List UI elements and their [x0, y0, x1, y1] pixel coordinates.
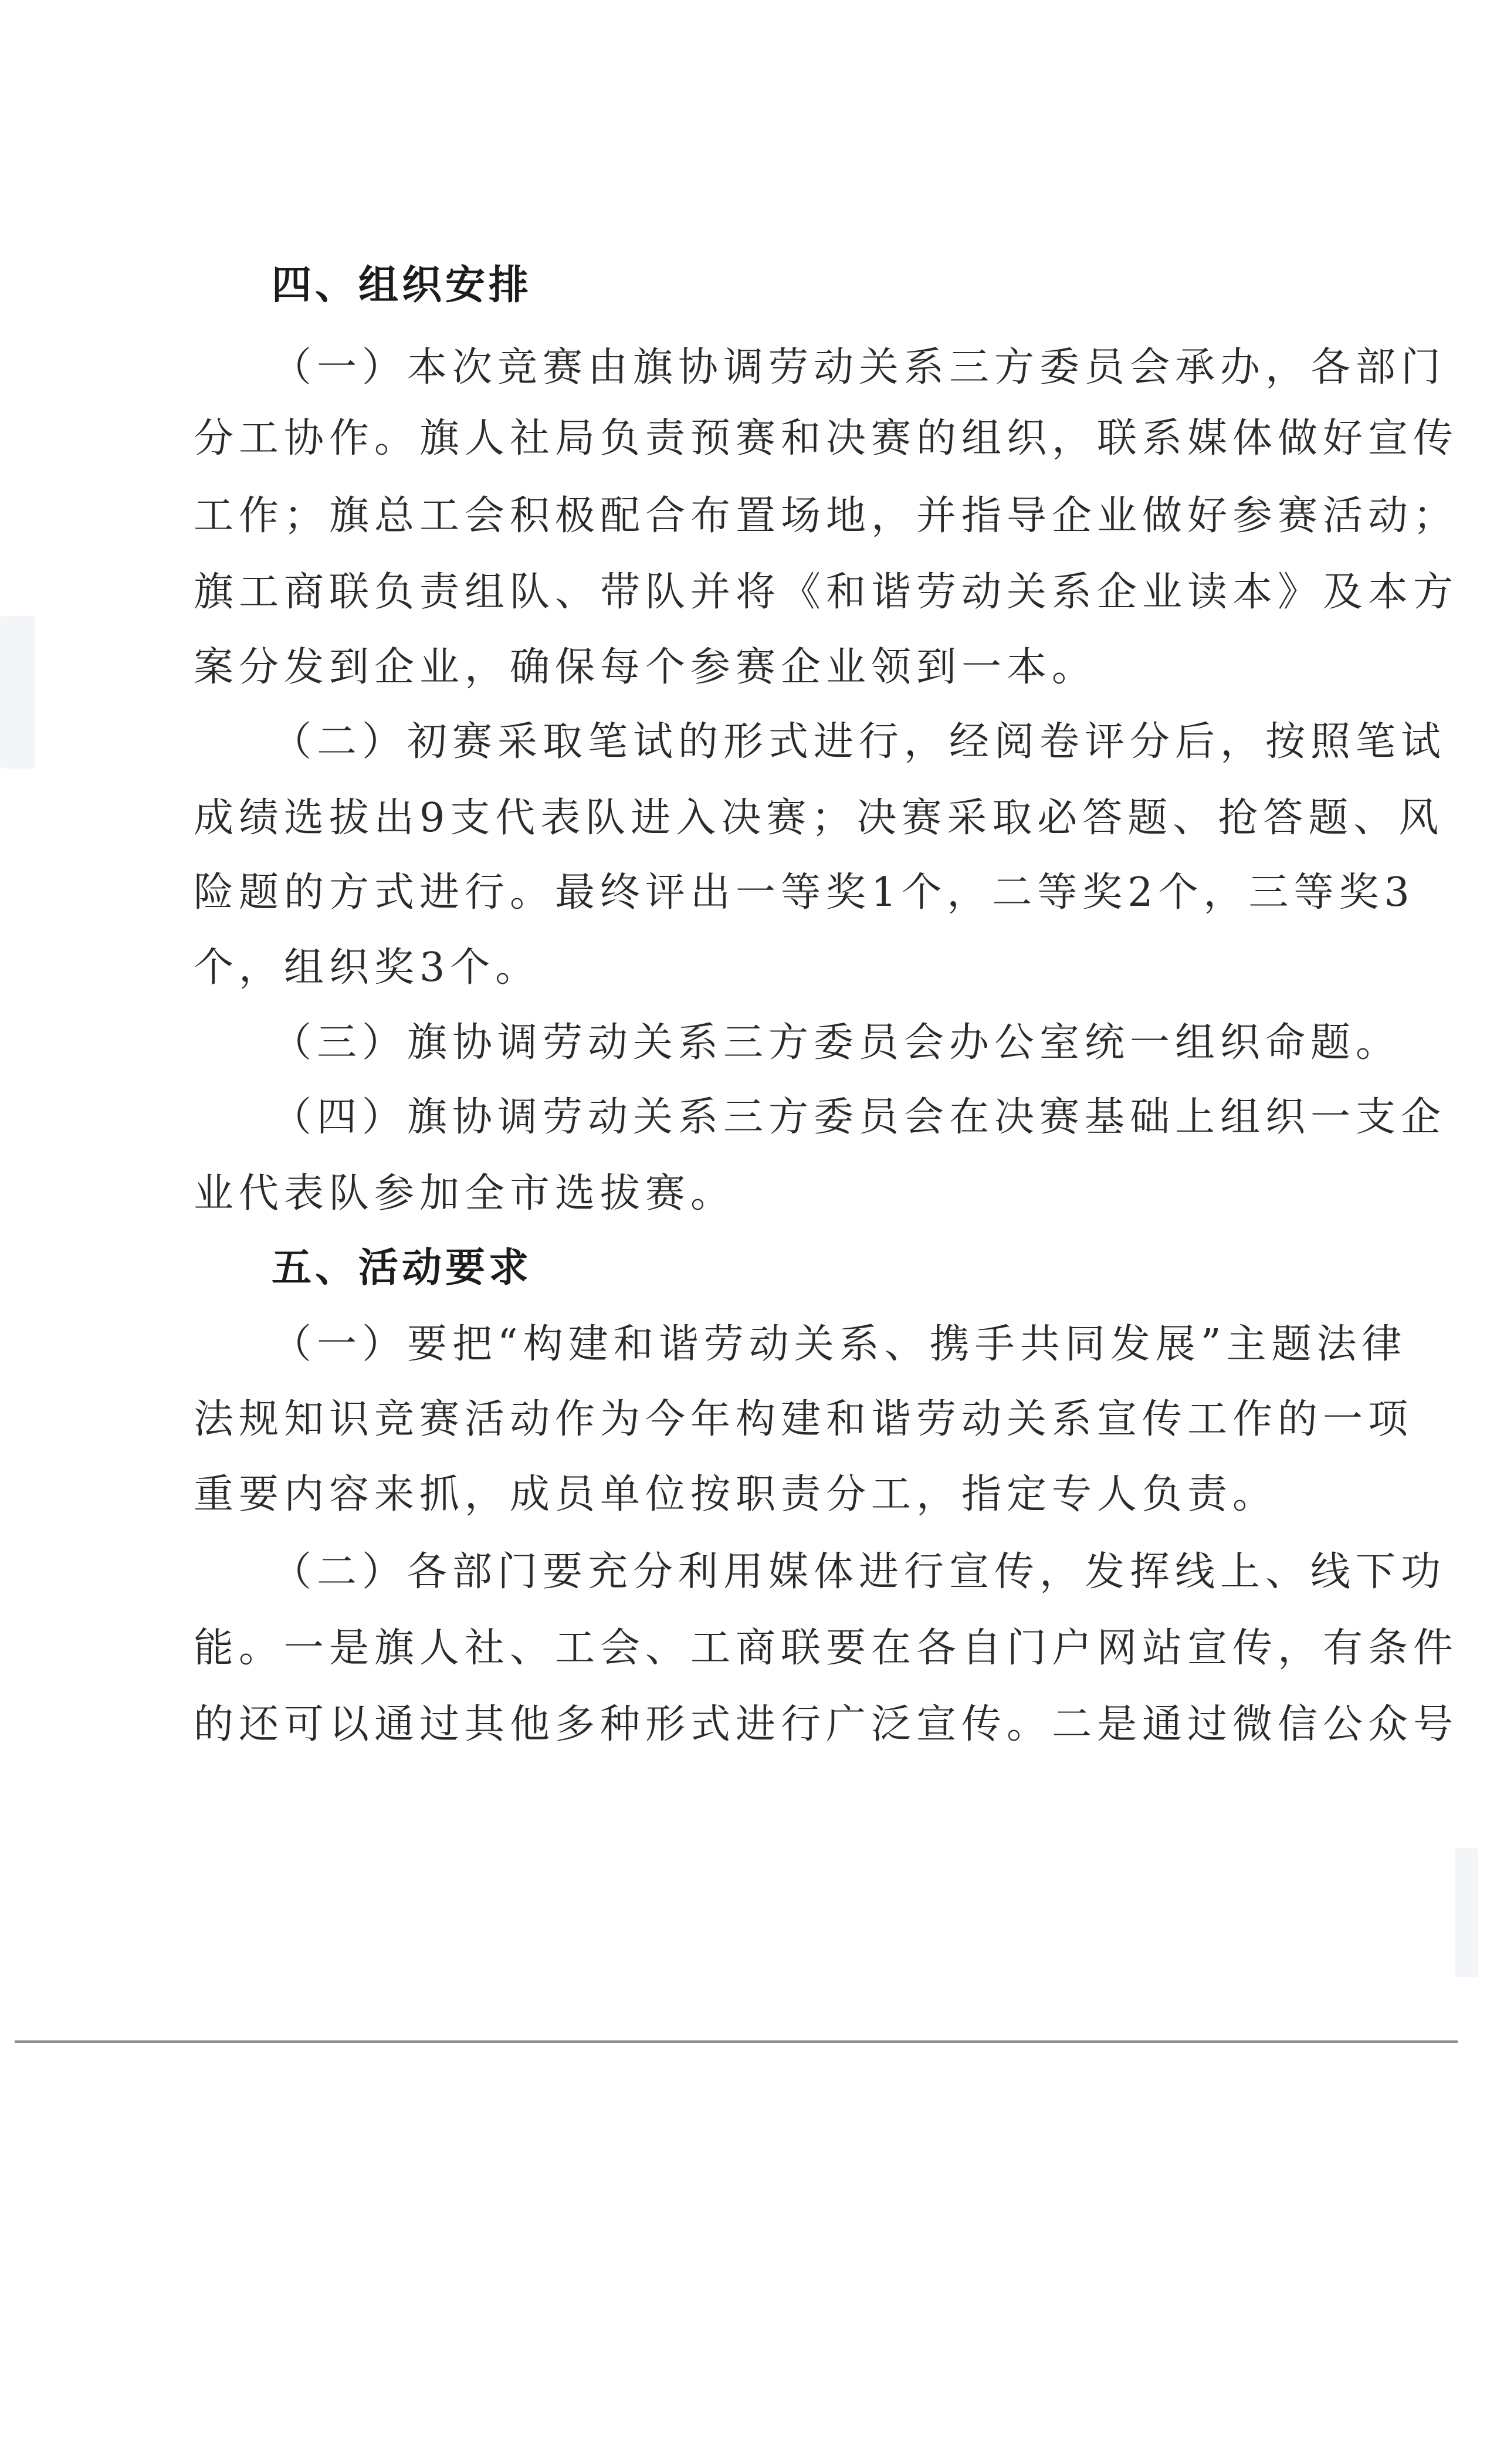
paragraph-line: 业代表队参加全市选拔赛。	[194, 1170, 736, 1217]
paragraph-line: （二）初赛采取笔试的形式进行，经阅卷评分后，按照笔试	[272, 719, 1447, 765]
paragraph-line: （一）本次竞赛由旗协调劳动关系三方委员会承办，各部门	[272, 344, 1447, 391]
paragraph-line: （二）各部门要充分利用媒体进行宣传，发挥线上、线下功	[272, 1549, 1447, 1595]
paragraph-line: 工作；旗总工会积极配合布置场地，并指导企业做好参赛活动；	[194, 493, 1459, 539]
paragraph-line: 法规知识竞赛活动作为今年构建和谐劳动关系宣传工作的一项	[194, 1396, 1414, 1443]
paragraph-line: 的还可以通过其他多种形式进行广泛宣传。二是通过微信公众号	[194, 1701, 1459, 1748]
paragraph-line: 成绩选拔出9支代表队进入决赛；决赛采取必答题、抢答题、风	[194, 795, 1444, 841]
paragraph-line: 险题的方式进行。最终评出一等奖1个，二等奖2个，三等奖3	[194, 869, 1415, 916]
paragraph-line: 重要内容来抓，成员单位按职责分工，指定专人负责。	[194, 1471, 1278, 1518]
scan-shadow-right	[1455, 1848, 1478, 1977]
page-bottom-rule	[15, 2040, 1458, 2043]
paragraph-line: 旗工商联负责组队、带队并将《和谐劳动关系企业读本》及本方	[194, 569, 1459, 615]
paragraph-line: （三）旗协调劳动关系三方委员会办公室统一组织命题。	[272, 1020, 1401, 1066]
paragraph-line: 能。一是旗人社、工会、工商联要在各自门户网站宣传，有条件	[194, 1625, 1459, 1671]
section-heading-5: 五、活动要求	[272, 1245, 533, 1291]
paragraph-line: 案分发到企业，确保每个参赛企业领到一本。	[194, 644, 1098, 691]
paragraph-line: 个，组织奖3个。	[194, 945, 541, 991]
paragraph-line: （四）旗协调劳动关系三方委员会在决赛基础上组织一支企	[272, 1094, 1447, 1140]
scan-shadow-left	[0, 616, 35, 769]
paragraph-line: 分工协作。旗人社局负责预赛和决赛的组织，联系媒体做好宣传	[194, 415, 1459, 462]
paragraph-line: （一）要把“构建和谐劳动关系、携手共同发展”主题法律	[272, 1321, 1407, 1368]
section-heading-4: 四、组织安排	[272, 262, 533, 309]
